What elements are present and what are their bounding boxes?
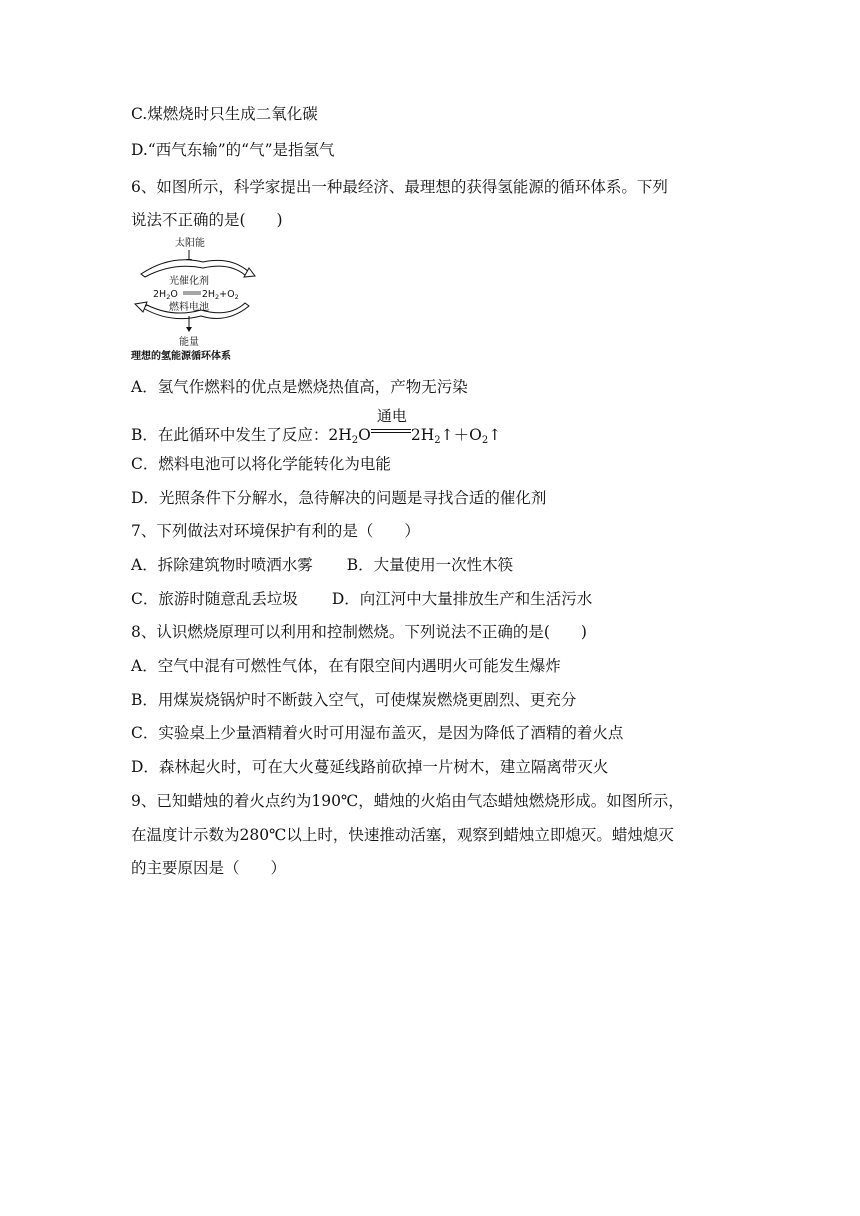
question-7-option-c: C．旅游时随意乱丢垃圾 bbox=[131, 590, 298, 608]
question-6-line-2: 说法不正确的是( ) bbox=[131, 211, 283, 229]
question-6-option-c: C．燃料电池可以将化学能转化为电能 bbox=[131, 455, 391, 473]
question-7-option-d: D．向江河中大量排放生产和生活污水 bbox=[331, 590, 593, 608]
lower-arrowhead bbox=[135, 302, 147, 312]
diagram-caption: 理想的氢能源循环体系 bbox=[131, 351, 231, 362]
question-9-line-2: 在温度计示数为280℃以上时，快速推动活塞，观察到蜡烛立即熄灭。蜡烛熄灭 bbox=[131, 826, 674, 844]
question-6-option-b: B．在此循环中发生了反应：$2H_2O$ 通电 $2H_2↑+O_2↑$ bbox=[131, 407, 502, 446]
option-d-prev: D.“西气东输”的“气”是指氢气 bbox=[131, 141, 335, 159]
question-9-line-1: 9、已知蜡烛的着火点约为190℃，蜡烛的火焰由气态蜡烛燃烧形成。如图所示， bbox=[131, 792, 684, 810]
option-c-prev: C.煤燃烧时只生成二氧化碳 bbox=[131, 105, 318, 123]
electrolysis-condition: 通电 bbox=[371, 420, 411, 440]
question-7: 7、下列做法对环境保护有利的是（ ） bbox=[131, 522, 420, 540]
diagram-catalyst: 光催化剂 bbox=[169, 276, 209, 287]
question-8-option-c: C．实验桌上少量酒精着火时可用湿布盖灭，是因为降低了酒精的着火点 bbox=[131, 724, 624, 742]
question-6-option-a: A．氢气作燃料的优点是燃烧热值高，产物无污染 bbox=[131, 378, 468, 396]
question-8: 8、认识燃烧原理可以利用和控制燃烧。下列说法不正确的是( ) bbox=[131, 623, 587, 641]
question-9-line-3: 的主要原因是（ ） bbox=[131, 859, 287, 877]
question-6-line-1: 6、如图所示，科学家提出一种最经济、最理想的获得氢能源的循环体系。下列 bbox=[131, 178, 668, 196]
question-7-option-b: B．大量使用一次性木筷 bbox=[346, 556, 514, 574]
arrowhead-2 bbox=[186, 327, 192, 332]
question-6-option-d: D．光照条件下分解水，急待解决的问题是寻找合适的催化剂 bbox=[131, 489, 547, 507]
question-7-options-row-1 bbox=[131, 555, 513, 575]
question-7-option-a: A．拆除建筑物时喷洒水雾 bbox=[131, 556, 313, 574]
question-8-option-b: B．用煤炭烧锅炉时不断鼓入空气，可使煤炭燃烧更剧烈、更充分 bbox=[131, 691, 577, 709]
question-7-options-row-2 bbox=[131, 589, 592, 609]
diagram-fuel-cell: 燃料电池 bbox=[169, 302, 209, 313]
diagram-equation: $2H_2O$ $2H_2+O_2$ bbox=[153, 289, 239, 301]
question-8-option-a: A．空气中混有可燃性气体，在有限空间内遇明火可能发生爆炸 bbox=[131, 657, 561, 675]
diagram-bottom-label: 能量 bbox=[179, 337, 199, 348]
upper-cycle-arrow bbox=[141, 260, 249, 277]
question-8-option-d: D．森林起火时，可在大火蔓延线路前砍掉一片树木，建立隔离带灭火 bbox=[131, 758, 609, 776]
hydrogen-cycle-diagram bbox=[131, 232, 271, 362]
diagram-top-label: 太阳能 bbox=[175, 238, 205, 249]
